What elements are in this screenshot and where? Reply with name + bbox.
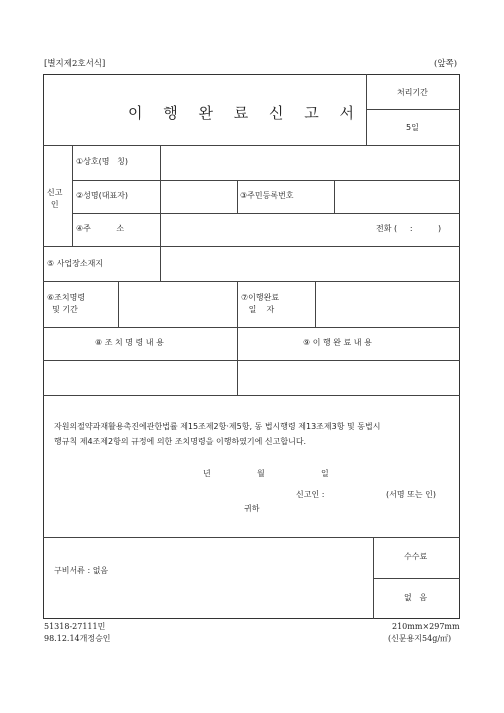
divider [43, 327, 460, 328]
order-period-field[interactable] [119, 282, 236, 326]
completion-content-field[interactable] [238, 361, 459, 394]
addressee-label: 귀하 [244, 504, 260, 513]
divider [366, 74, 367, 145]
resident-number-label: ③주민등록번호 [240, 191, 294, 200]
divider [43, 395, 460, 396]
date-month-label: 월 [257, 469, 265, 478]
paper-size: 210mm×297mm [392, 622, 460, 631]
fee-value: 없 음 [404, 593, 428, 602]
divider [43, 537, 460, 538]
side-indicator: (앞쪽) [434, 59, 458, 69]
order-period-label: ⑥조치명령 및 기간 [47, 293, 86, 314]
reporter-group-label: 신고 인 [47, 188, 63, 209]
company-name-label: ①상호(명 칭) [76, 157, 128, 166]
completion-content-header: ⑨ 이 행 완 료 내 용 [303, 338, 372, 347]
representative-name-field[interactable] [161, 181, 236, 212]
divider [373, 578, 460, 579]
declaration-line-1: 자원의절약과재활용촉진에관한법률 제15조제2항·제5항, 동 법시행령 제13조제3항 및 동법시 [54, 422, 381, 431]
order-content-header: ⑧ 조 치 명 령 내 용 [95, 338, 164, 347]
paper-type: (신문용지54g/㎡) [388, 634, 452, 643]
processing-period-label: 처리기간 [397, 88, 428, 97]
address-label: ④주 소 [76, 224, 125, 233]
signature-note: (서명 또는 인) [386, 490, 436, 499]
reporter-signature-field[interactable] [338, 486, 384, 500]
resident-number-field[interactable] [335, 181, 459, 212]
divider [373, 537, 374, 619]
processing-period-value: 5일 [406, 123, 419, 132]
form-title: 이 행 완 료 신 고 서 [128, 104, 363, 122]
date-day-label: 일 [321, 469, 329, 478]
declaration-line-2: 행규칙 제4조제2항의 규정에 의한 조치명령을 이행하였기에 신고합니다. [54, 437, 307, 446]
completion-date-label: ⑦이행완료 일 자 [241, 293, 280, 314]
date-year-label: 년 [203, 469, 211, 478]
company-name-field[interactable] [161, 146, 459, 179]
address-field[interactable] [161, 214, 346, 245]
approval-date: 98.12.14개정승인 [44, 634, 111, 643]
phone-label: 전화 ( : ) [376, 224, 442, 233]
form-number: [별지제2호서식] [44, 59, 106, 69]
representative-name-label: ②성명(대표자) [76, 191, 129, 200]
required-documents: 구비서류 : 없음 [54, 566, 109, 575]
divider [366, 109, 460, 110]
form-code: 51318-27111민 [44, 622, 106, 631]
business-site-field[interactable] [161, 247, 459, 280]
fee-label: 수수료 [404, 552, 428, 561]
business-site-label: ⑤ 사업장소재지 [47, 259, 104, 268]
divider [72, 145, 73, 246]
order-content-field[interactable] [44, 361, 236, 394]
reporter-signature-label: 신고인 : [296, 490, 325, 499]
completion-date-field[interactable] [316, 282, 459, 326]
divider [237, 180, 238, 213]
